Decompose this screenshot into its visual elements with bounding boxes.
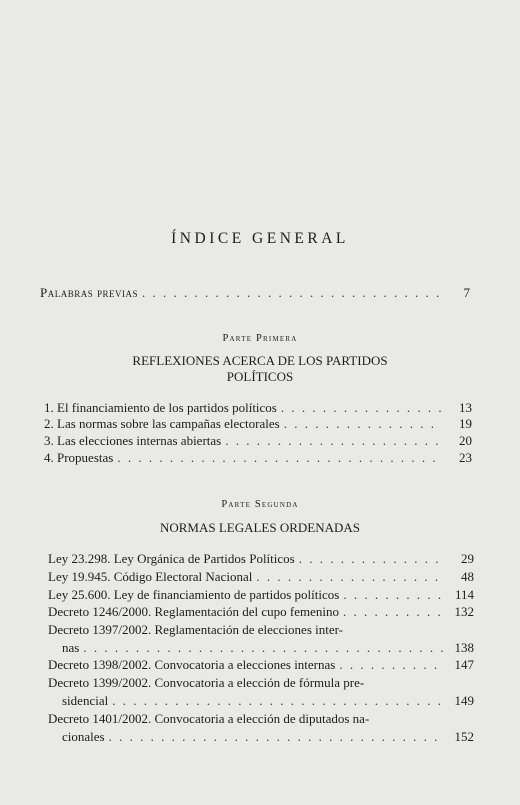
dot-leader bbox=[117, 450, 442, 466]
page-title: ÍNDICE GENERAL bbox=[171, 230, 349, 247]
toc-entry-page: 147 bbox=[454, 657, 474, 672]
toc-entry bbox=[62, 729, 474, 745]
toc-entry bbox=[62, 693, 474, 709]
toc-entry-page: 19 bbox=[459, 416, 472, 431]
toc-entry-label-line1: Decreto 1397/2002. Reglamentación de elecciones inter- bbox=[48, 622, 344, 637]
part-heading-line: POLÍTICOS bbox=[226, 369, 294, 384]
toc-entry bbox=[48, 587, 474, 603]
toc-entry bbox=[44, 400, 472, 416]
toc-entry-page: 20 bbox=[459, 433, 472, 448]
dot-leader bbox=[339, 657, 444, 673]
dot-leader bbox=[83, 640, 444, 656]
part-heading-line: REFLEXIONES ACERCA DE LOS PARTIDOS bbox=[132, 353, 388, 368]
toc-entry-page: 48 bbox=[461, 569, 474, 584]
dot-leader bbox=[343, 587, 444, 603]
toc-entry-label: 4. Propuestas bbox=[44, 450, 114, 465]
toc-entry-label: Decreto 1246/2000. Reglamentación del cupo femenino bbox=[48, 604, 339, 619]
toc-entry-label-line2: cionales bbox=[62, 729, 105, 744]
toc-entry-label: 3. Las elecciones internas abiertas bbox=[44, 433, 222, 448]
toc-entry-label: Palabras previas bbox=[40, 285, 138, 300]
toc-entry bbox=[44, 450, 472, 466]
dot-leader bbox=[225, 433, 442, 449]
toc-entry-page: 114 bbox=[454, 587, 474, 602]
toc-entry-page: 13 bbox=[459, 400, 472, 415]
toc-entry-page: 138 bbox=[454, 640, 474, 655]
toc-entry-label: Ley 25.600. Ley de financiamiento de partidos políticos bbox=[48, 587, 340, 602]
toc-entry-page: 132 bbox=[454, 604, 474, 619]
toc-entry bbox=[62, 640, 474, 656]
part-label: Parte Segunda bbox=[221, 499, 299, 510]
toc-entry-label-line1: Decreto 1401/2002. Convocatoria a elección de diputados na- bbox=[48, 711, 370, 726]
toc-entry-label: Ley 19.945. Código Electoral Nacional bbox=[48, 569, 253, 584]
dot-leader bbox=[112, 693, 444, 709]
toc-entry bbox=[48, 551, 474, 567]
toc-entry-page: 149 bbox=[454, 693, 474, 708]
toc-entry bbox=[48, 657, 474, 673]
part-label: Parte Primera bbox=[222, 333, 298, 344]
toc-entry-page: 7 bbox=[463, 285, 470, 300]
toc-entry-preface bbox=[40, 285, 470, 301]
toc-entry-page: 23 bbox=[459, 450, 472, 465]
dot-leader bbox=[281, 400, 442, 416]
show-through bbox=[96, 66, 99, 81]
toc-entry-label: Ley 23.298. Ley Orgánica de Partidos Políticos bbox=[48, 551, 295, 566]
part-heading: NORMAS LEGALES ORDENADAS bbox=[159, 520, 361, 535]
toc-entry-label: Decreto 1398/2002. Convocatoria a elecciones internas bbox=[48, 657, 336, 672]
toc-entry-label-line1: Decreto 1399/2002. Convocatoria a elección de fórmula pre- bbox=[48, 675, 365, 690]
dot-leader bbox=[142, 285, 440, 301]
toc-entry bbox=[44, 433, 472, 449]
dot-leader bbox=[299, 551, 444, 567]
toc-entry-label: 1. El financiamiento de los partidos políticos bbox=[44, 400, 277, 415]
toc-entry-label-line2: nas bbox=[62, 640, 80, 655]
toc-entry bbox=[44, 416, 472, 432]
toc-entry-page: 29 bbox=[461, 551, 474, 566]
dot-leader bbox=[256, 569, 444, 585]
dot-leader bbox=[284, 416, 442, 432]
toc-entry-page: 152 bbox=[454, 729, 474, 744]
toc-entry-label-line2: sidencial bbox=[62, 693, 109, 708]
dot-leader bbox=[343, 604, 444, 620]
toc-entry bbox=[48, 604, 474, 620]
toc-entry-label: 2. Las normas sobre las campañas electorales bbox=[44, 416, 280, 431]
toc-entry bbox=[48, 569, 474, 585]
dot-leader bbox=[109, 729, 444, 745]
